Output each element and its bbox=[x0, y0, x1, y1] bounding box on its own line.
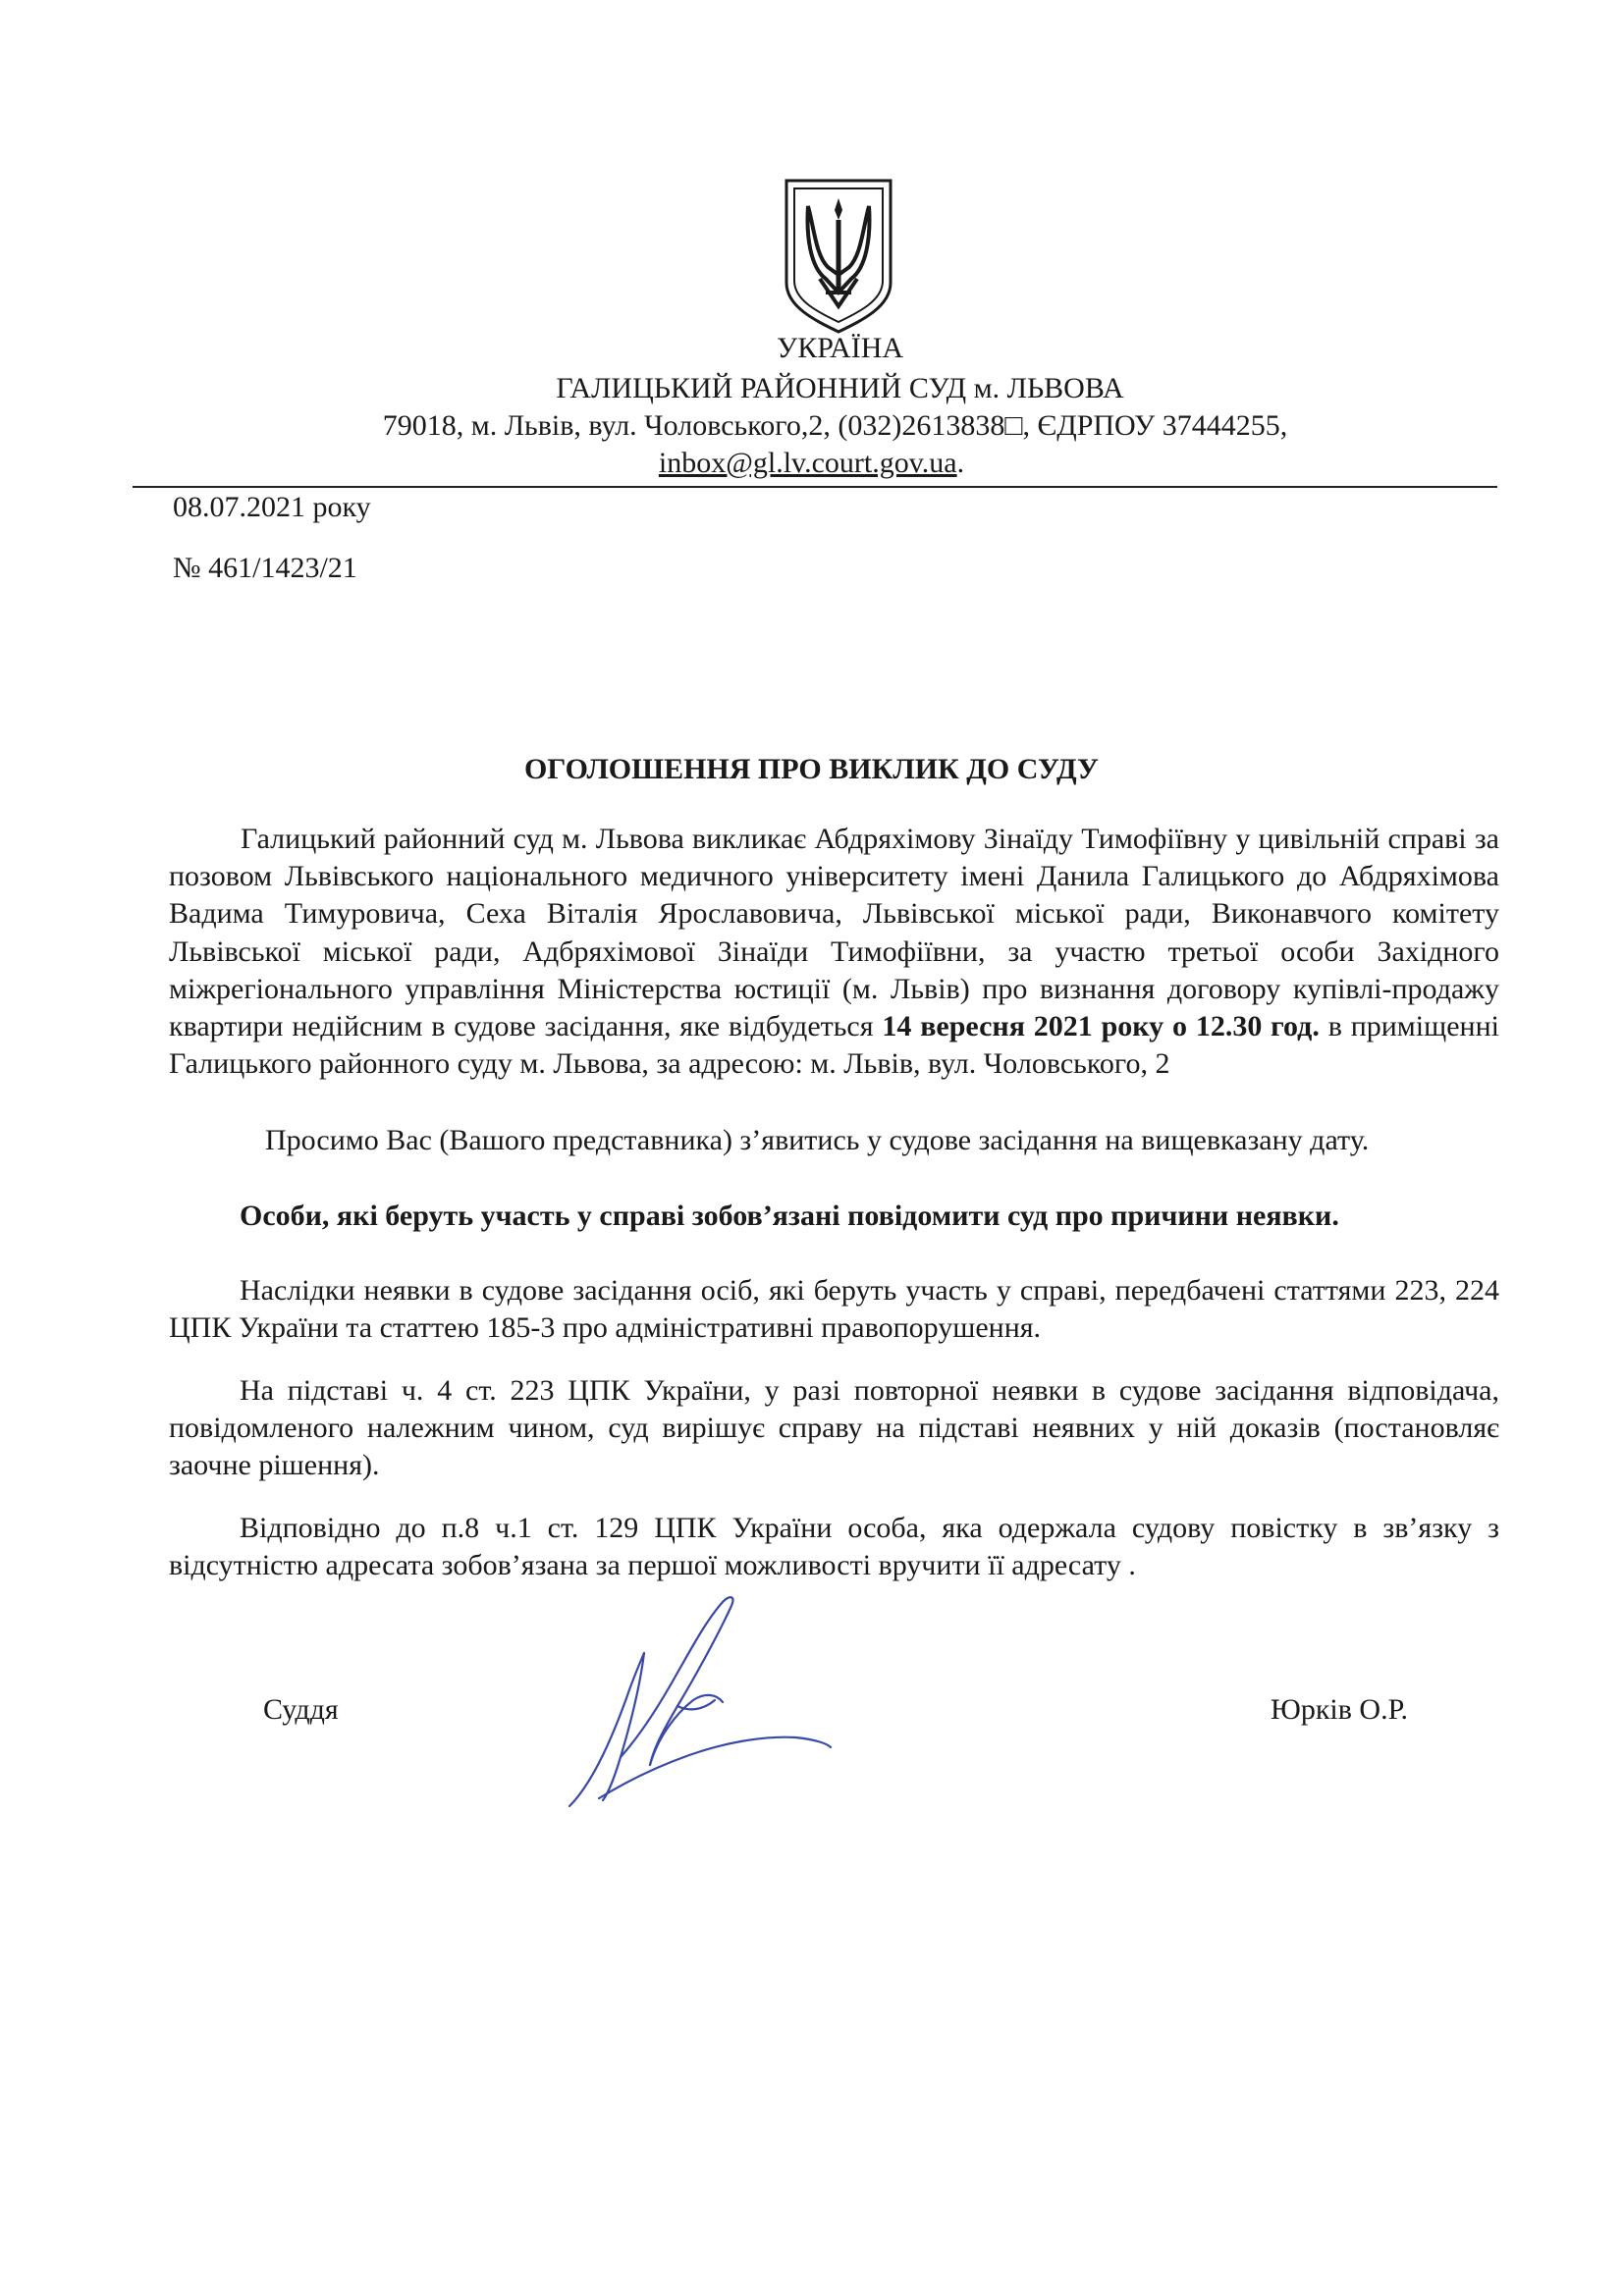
summons-text: Галицький районний суд м. Львова викликає Абдряхімову Зінаїду Тимофіївну у цивільній справі за позовом Львівського національного медичного університету імені Данила Галицького до Абдряхімова Вадима Тимуровича, Сеха Віталія Ярославовича, Львівської міської ради, Виконавчого комітету Львівської міської ради, Адбряхімової Зінаїди Тимофіївни, за участю третьої особи Західного міжрегіонального управління Міністерства юстиції (м. Львів) про визнання договору купівлі-продажу квартири недійсним в судове засідання, яке відбудеться bbox=[169, 823, 1499, 1043]
header-address: 79018, м. Львів, вул. Чоловського,2, (032)2613838□, ЄДРПОУ 37444255, bbox=[382, 409, 1288, 442]
header-email-suffix: . bbox=[956, 447, 965, 479]
paragraph-default-judgment: На підставі ч. 4 ст. 223 ЦПК України, у разі повторної неявки в судове засідання відповідача, повідомленого належним чином, суд вирішує справу на підставі неявних у ній доказів (постановляє заочне рішення). bbox=[169, 1374, 1499, 1482]
paragraph-consequences: Наслідки неявки в судове засідання осіб, які беруть участь у справі, передбачені статтями 223, 224 ЦПК України та статтею 185-3 про адміністративні правопорушення. bbox=[169, 1274, 1499, 1345]
summons-location: в приміщенні Галицького районного суду м. Львова, за адресою: м. Львів, вул. Чоловського, 2 bbox=[169, 1010, 1499, 1081]
document-date: 08.07.2021 року bbox=[173, 491, 371, 523]
header-email-line bbox=[0, 444, 1623, 483]
header-divider bbox=[133, 486, 1497, 488]
judge-name: Юрків О.Р. bbox=[1271, 1693, 1409, 1726]
header-country: УКРАЇНА bbox=[776, 332, 904, 364]
case-number: № 461/1423/21 bbox=[173, 552, 357, 584]
document-title: ОГОЛОШЕННЯ ПРО ВИКЛИК ДО СУДУ bbox=[523, 753, 1100, 785]
hearing-date: 14 вересня 2021 року о 12.30 год. bbox=[882, 1010, 1320, 1043]
handwritten-signature bbox=[530, 1590, 854, 1826]
paragraph-request: Просимо Вас (Вашого представника) з’явитись у судове засідання на вищевказану дату. bbox=[265, 1124, 1370, 1156]
paragraph-summons bbox=[169, 821, 1499, 1083]
header-court-name: ГАЛИЦЬКИЙ РАЙОННИЙ СУД м. ЛЬВОВА bbox=[556, 372, 1124, 404]
paragraph-obligation: Особи, які беруть участь у справі зобов’язані повідомити суд про причини неявки. bbox=[240, 1200, 1339, 1232]
trident-coat-of-arms-icon bbox=[781, 177, 896, 334]
paragraph-delivery: Відповідно до п.8 ч.1 ст. 129 ЦПК України особа, яка одержала судову повістку в зв’язку з відсутністю адресата зобов’язана за першої можливості вручити її адресату . bbox=[169, 1512, 1499, 1582]
header-email-link[interactable]: inbox@gl.lv.court.gov.ua bbox=[658, 447, 957, 479]
judge-label: Суддя bbox=[263, 1693, 339, 1726]
